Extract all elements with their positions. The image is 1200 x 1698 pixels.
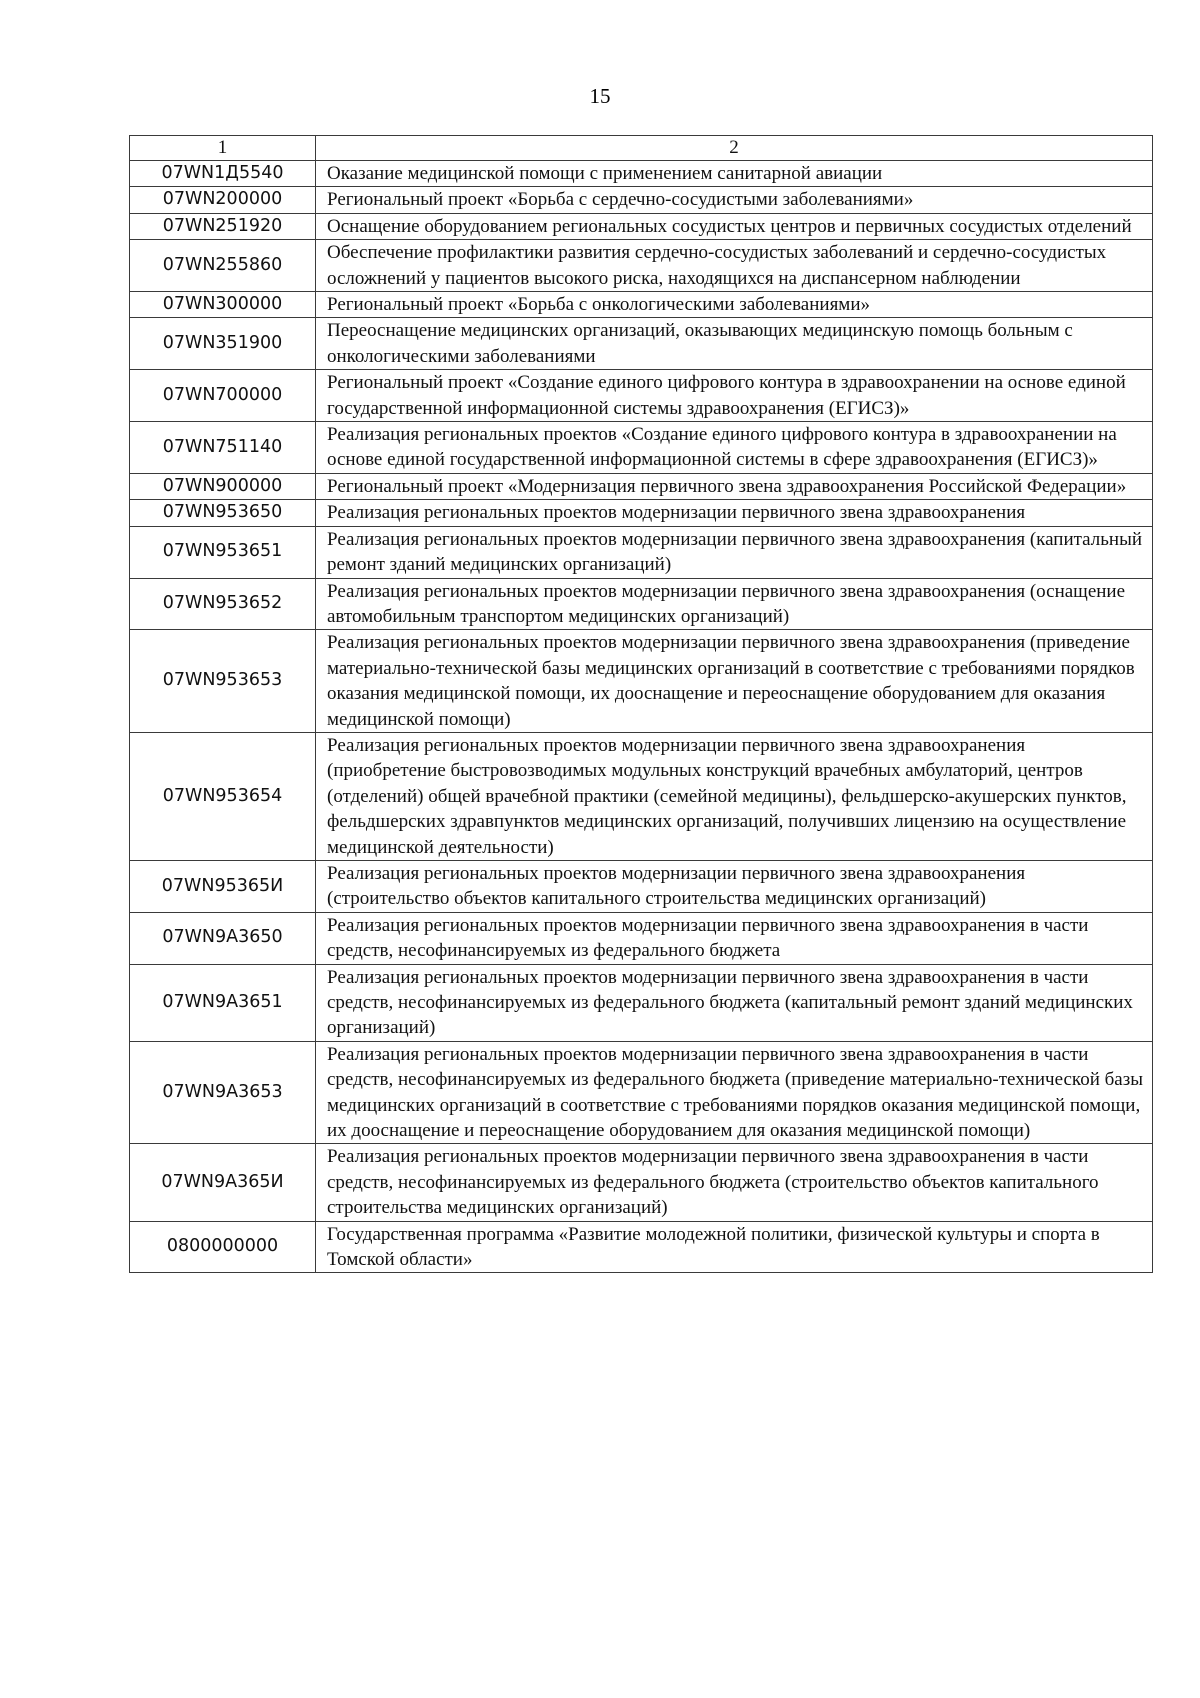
row-code: 07WN953653 — [130, 630, 316, 733]
table-row — [130, 292, 1153, 318]
column-header-code: 1 — [130, 136, 316, 161]
row-name: Обеспечение профилактики развития сердечно-сосудистых заболеваний и сердечно-сосудистых осложнений у пациентов высокого риска, находящихся на диспансерном наблюдении — [316, 240, 1153, 292]
table-row — [130, 860, 1153, 912]
row-name: Оснащение оборудованием региональных сосудистых центров и первичных сосудистых отделений — [316, 213, 1153, 239]
page-number: 15 — [589, 84, 611, 108]
row-code: 07WN953652 — [130, 578, 316, 630]
row-name: Реализация региональных проектов модернизации первичного звена здравоохранения — [316, 500, 1153, 526]
row-name: Реализация региональных проектов модернизации первичного звена здравоохранения (капитальный ремонт зданий медицинских организаций) — [316, 526, 1153, 578]
row-name: Региональный проект «Создание единого цифрового контура в здравоохранении на основе единой государственной информационной системы здравоохранения (ЕГИСЗ)» — [316, 370, 1153, 422]
row-name: Реализация региональных проектов модернизации первичного звена здравоохранения (приобретение быстровозводимых модульных конструкций врачебных амбулаторий, центров (отделений) общей врачебной практики (семейной медицины), фельдшерско-акушерских пунктов, фельдшерских здравпунктов медицинских организаций, получивших лицензию на осуществление медицинской деятельности) — [316, 732, 1153, 860]
budget-classification-table — [129, 135, 1153, 1273]
column-header-name: 2 — [316, 136, 1153, 161]
table-row — [130, 1041, 1153, 1144]
row-name: Оказание медицинской помощи с применением санитарной авиации — [316, 161, 1153, 187]
row-name: Реализация региональных проектов модернизации первичного звена здравоохранения в части средств, несофинансируемых из федерального бюджета (капитальный ремонт зданий медицинских организаций) — [316, 964, 1153, 1041]
row-name: Реализация региональных проектов модернизации первичного звена здравоохранения в части средств, несофинансируемых из федерального бюджета — [316, 912, 1153, 964]
table-row — [130, 526, 1153, 578]
row-name: Реализация региональных проектов модернизации первичного звена здравоохранения (оснащение автомобильным транспортом медицинских организаций) — [316, 578, 1153, 630]
table-row — [130, 161, 1153, 187]
table-row — [130, 1221, 1153, 1273]
table-row — [130, 578, 1153, 630]
table-body — [130, 161, 1153, 1273]
table-row — [130, 213, 1153, 239]
row-name: Региональный проект «Борьба с сердечно-сосудистыми заболеваниями» — [316, 187, 1153, 213]
row-code: 07WN251920 — [130, 213, 316, 239]
row-name: Реализация региональных проектов модернизации первичного звена здравоохранения в части средств, несофинансируемых из федерального бюджета (приведение материально-технической базы медицинских организаций в соответствие с требованиями порядков оказания медицинской помощи, их дооснащение и переоснащение оборудованием для оказания медицинской помощи) — [316, 1041, 1153, 1144]
table-row — [130, 318, 1153, 370]
table-row — [130, 187, 1153, 213]
row-code: 07WN9A365И — [130, 1144, 316, 1221]
row-code: 07WN1Д5540 — [130, 161, 316, 187]
table-row — [130, 912, 1153, 964]
row-code: 07WN900000 — [130, 473, 316, 499]
row-name: Реализация региональных проектов модернизации первичного звена здравоохранения в части средств, несофинансируемых из федерального бюджета (строительство объектов капитального строительства медицинских организаций) — [316, 1144, 1153, 1221]
row-name: Реализация региональных проектов модернизации первичного звена здравоохранения (приведение материально-технической базы медицинских организаций в соответствие с требованиями порядков оказания медицинской помощи, их дооснащение и переоснащение оборудованием для оказания медицинской помощи) — [316, 630, 1153, 733]
row-code: 07WN95365И — [130, 860, 316, 912]
row-code: 07WN200000 — [130, 187, 316, 213]
table-row — [130, 422, 1153, 474]
row-code: 07WN751140 — [130, 422, 316, 474]
table-row — [130, 370, 1153, 422]
row-code: 07WN9A3653 — [130, 1041, 316, 1144]
row-name: Региональный проект «Модернизация первичного звена здравоохранения Российской Федерации» — [316, 473, 1153, 499]
row-code: 07WN700000 — [130, 370, 316, 422]
row-name: Региональный проект «Борьба с онкологическими заболеваниями» — [316, 292, 1153, 318]
row-code: 07WN300000 — [130, 292, 316, 318]
table-row — [130, 964, 1153, 1041]
row-code: 07WN953651 — [130, 526, 316, 578]
table-header-row — [130, 136, 1153, 161]
row-name: Государственная программа «Развитие молодежной политики, физической культуры и спорта в Томской области» — [316, 1221, 1153, 1273]
table-row — [130, 732, 1153, 860]
row-code: 07WN9A3650 — [130, 912, 316, 964]
table-row — [130, 630, 1153, 733]
row-name: Реализация региональных проектов модернизации первичного звена здравоохранения (строительство объектов капитального строительства медицинских организаций) — [316, 860, 1153, 912]
row-code: 07WN9A3651 — [130, 964, 316, 1041]
table-row — [130, 1144, 1153, 1221]
table-row — [130, 473, 1153, 499]
row-code: 07WN255860 — [130, 240, 316, 292]
row-code: 07WN351900 — [130, 318, 316, 370]
table-row — [130, 500, 1153, 526]
row-code: 07WN953650 — [130, 500, 316, 526]
table-row — [130, 240, 1153, 292]
row-code: 07WN953654 — [130, 732, 316, 860]
row-name: Реализация региональных проектов «Создание единого цифрового контура в здравоохранении на основе единой государственной информационной системы в сфере здравоохранения (ЕГИСЗ)» — [316, 422, 1153, 474]
row-code: 0800000000 — [130, 1221, 316, 1273]
row-name: Переоснащение медицинских организаций, оказывающих медицинскую помощь больным с онкологическими заболеваниями — [316, 318, 1153, 370]
